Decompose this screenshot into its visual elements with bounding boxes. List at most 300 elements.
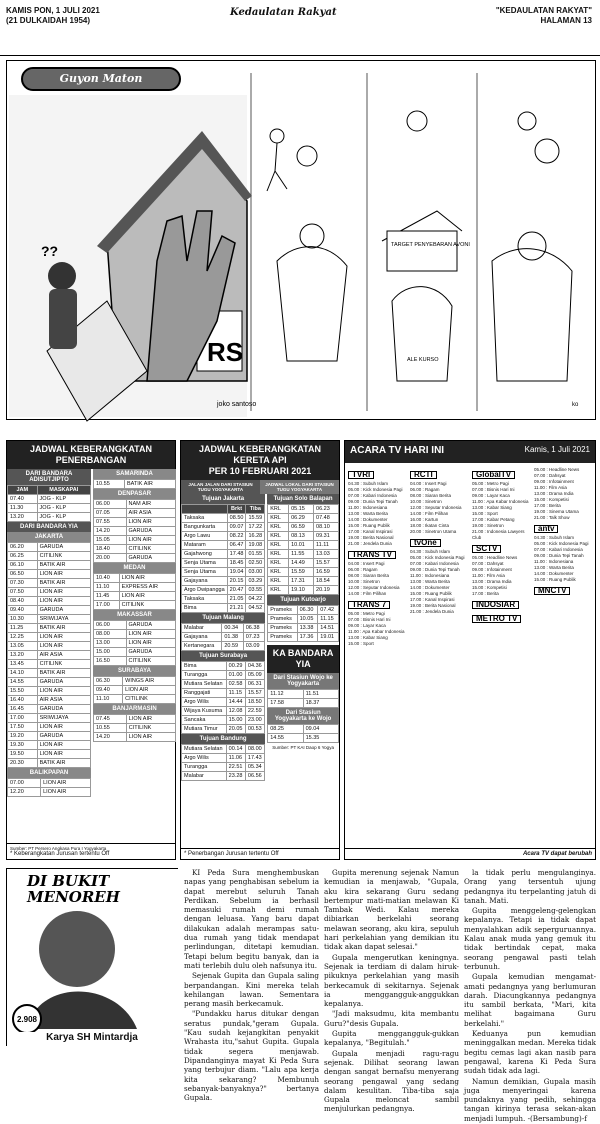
table-cell: KRL [268,559,289,568]
tv-program: 15.00 : Kompetisi [534,497,569,502]
tv-col-4 [534,467,594,597]
tv-header [345,441,595,463]
flight-table-banjarmasin [93,714,176,742]
table-cell: 18.37 [303,699,338,708]
masthead-date-block [6,6,100,26]
flight-dest-jakarta: JAKARTA [7,532,91,542]
train-row [182,559,265,568]
tv-program: 07.00 : Dahsyat [534,473,566,478]
train-row [268,734,339,743]
table-cell: 11.10 [94,695,123,704]
table-cell: KRL [268,577,289,586]
table-cell: Prameks [268,633,297,642]
table-cell: Bima [182,662,227,671]
train-title: JADWAL KEBERANGKATAN KERETA API [198,444,321,465]
tv-program: 04.30 : Subuh Islam [410,549,451,554]
train-table-kutoarjo [267,605,339,642]
table-cell: NAM AIR [126,500,175,509]
train-section-yia: KA BANDARA YIA [267,645,339,673]
table-cell: 11.11 [314,541,339,550]
flight-row [8,723,91,732]
table-cell: 05.09 [245,671,264,680]
table-cell: Gajahwong [182,550,228,559]
story-paragraph: Sejenak Gupita dan Gupala saling berpandangan. Kini mereka telah kehilangan lawan. Sementara perang masih berkecamuk. [184,971,319,1009]
table-cell: GARUDA [126,527,175,536]
table-cell: 03.00 [246,568,265,577]
table-cell: Malabar [182,772,227,781]
table-cell: 07.40 [8,495,38,504]
table-cell: GARUDA [37,543,90,552]
tv-program: 13.00 : Drama India [534,491,574,496]
tv-program: 07.00 : Bisnis Hari Ini [348,617,391,622]
strip-panel-1 [267,129,347,361]
table-cell: 11.45 [94,592,120,601]
tv-program: 18.00 : Ikatan Cinta [410,523,450,528]
flight-row [8,552,91,561]
flight-row [94,686,176,695]
flight-row [8,624,91,633]
strip-note-text: ALE KURSO [407,357,439,363]
tv-program: 04.30 : Subuh Islam [534,535,575,540]
train-row [182,624,265,633]
table-cell: 03.09 [243,642,264,651]
tv-col-3 [472,467,532,625]
table-cell: 05.15 [289,505,314,514]
flight-row [8,741,91,750]
table-cell: LION AIR [41,788,91,797]
table-cell: 15.50 [8,687,38,696]
train-row [268,532,339,541]
flight-dest-samarinda: SAMARINDA [93,469,176,479]
tv-program: 15.00 : Ruang Publik [348,523,390,528]
train-row [268,550,339,559]
tv-program: 15.00 : Ruang Publik [410,591,452,596]
table-cell: 19.30 [8,741,38,750]
table-cell: CITILINK [126,724,175,733]
table-cell: 17.22 [246,523,265,532]
train-row [182,568,265,577]
flight-row [8,579,91,588]
table-cell: 23.00 [245,716,264,725]
table-cell: 12.20 [8,788,41,797]
train-row [182,716,265,725]
table-cell: 17.31 [289,577,314,586]
flight-footnote [7,843,175,859]
tv-program: 15.00 : Ruang Publik [534,577,576,582]
table-cell: 16.40 [8,696,38,705]
train-yia-source: Sumber: PT KAI Daop 6 Yogya [272,745,334,750]
tv-col-1 [348,467,408,647]
table-cell: GARUDA [37,678,90,687]
masthead-date: KAMIS PON, 1 JULI 2021 [6,6,100,15]
table-cell: 06.00 [94,500,127,509]
table-cell: BATIK AIR [37,561,90,570]
table-cell: Malabar [182,624,222,633]
table-cell: Taksaka [182,514,228,523]
table-cell: 09.40 [94,686,123,695]
tv-program: 14.00 : Dokumenter [534,571,574,576]
table-cell: 03.55 [246,586,265,595]
train-schedule-header [181,441,339,480]
table-cell: 20.47 [227,586,246,595]
strip-panel-2 [382,111,470,381]
train-row [268,523,339,532]
tv-program: 06.00 : Ragam [410,487,440,492]
table-cell: 19.20 [8,732,38,741]
story-paragraph: KI Peda Sura menghembuskan napas yang penghabisan sebelum ia dapat merebut seluruh Tanah Perdikan. Sebelum ia berhasil memasuki rumah demi rumah dengan leluasa. Yang baru dapat dilakukan adalah merampas satu-dua rumah yang tidak mendapat perlindungan, ditetapi kemudian. Tetapi belum begitu banyak, dan ia mati terlebih dulu oleh nafsunya itu. [184,868,319,970]
train-row [182,532,265,541]
table-cell: Wijaya Kusuma [182,707,227,716]
train-row [268,725,339,734]
flight-row [8,504,91,513]
train-row [182,671,265,680]
train-row [268,559,339,568]
flight-table-adisutjipto [7,485,91,522]
table-cell: 06.23 [314,505,339,514]
tv-program: 13.00 : Warta Berita [348,511,388,516]
flight-row [94,648,176,657]
train-table-yia-b [267,724,339,743]
table-cell: GARUDA [126,648,175,657]
story-paragraph: Gupala mengerutkan keningnya. Sejenak ia terdiam di dalam hiruk-pikuknya perkelahian yang masih berkecamuk di sekitarnya. Sejenak ia menggangguk-anggukkan kepalanya. [324,952,459,1009]
tv-program: 09.00 : Infotainment [472,567,512,572]
channel-tvri: TVRI [348,471,374,479]
table-cell: 09.04 [303,725,338,734]
table-cell: 13.00 [94,639,127,648]
tv-program: 14.00 : Dokumenter [348,517,388,522]
table-cell: 17.36 [297,633,318,642]
table-cell: SRIWIJAYA [37,615,90,624]
table-cell: 11.15 [318,615,339,624]
table-cell: Argo Lawu [182,532,228,541]
table-cell: Argo Wilis [182,754,227,763]
flight-row [8,669,91,678]
flight-row [94,592,176,601]
table-cell: Gajayana [182,633,222,642]
tv-program: 11.00 : Film Asia [472,573,505,578]
tv-program: 13.00 : Kabar Siang [472,505,512,510]
table-cell: LION AIR [119,574,175,583]
table-cell: 19.10 [289,586,314,595]
table-cell: 10.30 [8,615,38,624]
table-cell: 01.00 [226,671,245,680]
flight-table-medan [93,573,176,610]
flight-row [94,630,176,639]
table-cell: KRL [268,550,289,559]
tv-program: 04.30 : Subuh Islam [348,481,389,486]
channel-mnctv: MNCTV [534,587,570,595]
channel-metrotv: METRO TV [472,615,521,623]
tv-program: 13.00 : Drama India [472,579,512,584]
table-cell: GARUDA [37,732,90,741]
table-cell: 06.31 [245,680,264,689]
table-cell: Turangga [182,763,227,772]
tv-program: 14.00 : Film Pilihan [410,511,449,516]
flight-row [94,536,176,545]
flight-row [8,597,91,606]
tv-program: 07.00 : Bisnis Hari Ini [472,487,515,492]
flight-footnote-text: * Keberangkatan Jurusan tertentu Off [10,851,110,857]
tv-program: 19.00 : Sinema Utama [534,509,579,514]
table-cell: LION AIR [126,639,175,648]
tv-schedule-box [344,440,596,860]
table-cell: LION AIR [37,723,90,732]
table-cell: 07.05 [94,509,127,518]
table-cell: Turangga [182,671,227,680]
train-footnote: * Penerbangan Jurusan tertentu Off [181,848,339,859]
table-cell: KRL [268,568,289,577]
tv-program: 04.00 : Insert Pagi [348,561,385,566]
table-cell: 06.29 [289,514,314,523]
table-cell: 15.59 [289,568,314,577]
table-cell: CITILINK [126,545,175,554]
table-cell: 16.50 [94,657,127,666]
table-cell: 20.59 [222,642,243,651]
table-cell: Mutiara Selatan [182,745,227,754]
table-cell: LION AIR [126,518,175,527]
table-cell: KRL [268,523,289,532]
flight-schedule-header [7,441,175,469]
flight-row [94,583,176,592]
table-cell: 05.34 [245,763,264,772]
table-cell: 08.10 [314,523,339,532]
train-station-b: JADWAL LOKAL DARI STASIUN TUGU YOGYAKARTA [260,480,339,494]
table-cell: 17.43 [245,754,264,763]
flight-col-1 [7,469,91,797]
masthead-hijri: (21 DULKAIDAH 1954) [6,16,91,25]
flight-row [94,733,176,742]
table-cell: Prameks [268,624,297,633]
train-row [268,586,339,595]
tv-program: 05.00 : Kick Indonesia Pagi [410,555,465,560]
table-cell: CITILINK [37,552,90,561]
flight-dest-denpasar: DENPASAR [93,489,176,499]
tv-program: 12.00 : Seputar Indonesia [410,505,462,510]
flight-row [94,518,176,527]
flight-row [94,639,176,648]
flight-row [8,588,91,597]
table-cell: BATIK AIR [37,579,90,588]
table-cell: Senja Utama [182,559,228,568]
table-cell: 08.00 [94,630,127,639]
train-subtitle: PER 10 FEBRUARI 2021 [208,466,312,476]
artist-credit: joko santoso [217,401,257,408]
table-cell: 09.07 [227,523,246,532]
table-cell: JOG - KLP [37,504,90,513]
story-paragraph: "Pundakku harus ditukar dengan seratus pundak,"geram Gupala. "Kau sudah kejangkitan penyakit Wrahasta itu,"sahut Gupita. Gupala tidak segera menjawab. Dipandanginya mayat Ki Peda Sura yang terbujur diam. "Lalu apa kerja kita sekarang? Membunuh sebanyak-banyaknya?" bertanya Gupala. [184,1009,319,1103]
patient-head [48,262,76,290]
train-solo-block [267,494,339,781]
tv-program: 13.00 : Kabar Siang [348,635,388,640]
table-cell: Mataram [182,541,228,550]
table-cell: GARUDA [37,606,90,615]
table-cell: Mutiara Timur [182,725,227,734]
tv-program: 09.00 : Dunia Tepi Tanah [410,567,460,572]
table-cell: LION AIR [126,536,175,545]
tv-program: 09.00 : Dunia Tepi Tanah [534,553,584,558]
tv-program: 05.00 : Kick Indonesia Pagi [534,541,589,546]
table-cell: 14.20 [94,733,127,742]
flight-row [94,601,176,610]
table-cell: 19.50 [8,750,38,759]
table-cell: 07.00 [8,779,41,788]
flight-row [94,500,176,509]
table-cell: Argo Dwipangga [182,586,228,595]
tv-program: 11.00 : Indonesiana [348,505,388,510]
train-table-malang [181,623,265,651]
train-row [268,699,339,708]
table-cell: GARUDA [37,705,90,714]
train-section-bandung: Tujuan Bandung [181,734,265,744]
tv-program: 05.00 : Kick Indonesia Pagi [348,487,403,492]
table-cell: 12.25 [8,633,38,642]
tv-program: 11.00 : Film Asia [534,485,567,490]
table-cell: Sancaka [182,716,227,725]
strip-artist: ko [572,402,579,408]
masthead-page: HALAMAN 13 [540,16,592,25]
table-cell: 07.45 [94,715,127,724]
train-table-surabaya [181,661,265,734]
question-marks: ?? [41,243,59,259]
train-row [182,633,265,642]
table-cell: GARUDA [126,554,175,563]
table-cell: 00.53 [245,725,264,734]
flight-row [8,705,91,714]
table-cell: 15.35 [303,734,338,743]
table-cell: 23.28 [226,772,245,781]
table-cell: 10.55 [94,480,125,489]
table-cell: 14.20 [94,527,127,536]
masthead [0,0,600,56]
strip-panel-3 [492,112,579,408]
table-cell: 17.00 [8,714,38,723]
cover-author: Karya SH Mintardja [7,1032,177,1043]
story-paragraph: la tidak perlu mengulanginya. Orang yang tersentuh ujung pedangnya itu terpelanting jatuh di tanah. Mati. [464,868,596,905]
table-cell: 08.22 [227,532,246,541]
flight-row [8,561,91,570]
flight-title-1: JADWAL KEBERANGKATAN [29,444,152,454]
train-yia-a: Dari Stasiun Wojo ke Yogyakarta [267,673,339,689]
train-row [182,550,265,559]
table-cell: 08.40 [8,597,38,606]
train-row [182,541,265,550]
table-cell: 20.15 [227,577,246,586]
table-cell: Gajayana [182,577,228,586]
flight-dest-makassar: MAKASSAR [93,610,176,620]
table-cell: 15.57 [245,689,264,698]
tv-title: ACARA TV HARI INI [350,445,445,456]
story-paragraph: Namun demikian, Gupala masih juga menyeringai karena pundaknya yang pedih, sehingga tangan kirinya terasa sekan-akan menjadi lumpuh. -(Bersambung)-f [464,1076,596,1123]
table-cell: 18.45 [227,559,246,568]
masthead-right-block [496,6,592,26]
tv-program: 15.00 : Sport [472,511,498,516]
table-cell: 06.20 [8,543,38,552]
table-cell: Argo Wilis [182,698,227,707]
table-cell: KRL [268,505,289,514]
table-cell: 11.55 [289,550,314,559]
table-cell: 13.20 [8,513,38,522]
flight-row [94,527,176,536]
flight-row [8,788,91,797]
train-jakarta-block [181,494,265,781]
tv-program: 11.00 : Indonesiana [410,573,450,578]
flight-row [94,695,176,704]
flight-table-denpasar [93,499,176,563]
table-cell: 06.50 [8,570,38,579]
table-cell: 13.20 [8,651,38,660]
flight-origin-2: DARI BANDARA YIA [7,522,91,532]
table-cell: 11.15 [226,689,245,698]
tv-program: 17.00 : Kabar Petang [472,517,515,522]
serial-story [6,868,596,1123]
table-cell: 03.29 [246,577,265,586]
table-cell: 11.30 [8,504,38,513]
patient-body [49,289,77,349]
table-cell: EXPRESS AIR [119,583,175,592]
train-section-solo: Tujuan Solo Balapan [267,494,339,504]
train-row [182,698,265,707]
table-cell: BATIK AIR [37,624,90,633]
flight-table-balikpapan [7,778,91,797]
story-paragraph: Gupita menggeleng-gelengkan kepalanya. Tetapi ia tidak dapat menyalahkan adik seperguruannya. Kalau anak muda yang gemuk itu tidak bertindak cepat, maka seorang pengawal pasti telah terbunuh. [464,906,596,971]
table-cell: 00.29 [226,662,245,671]
tv-program: 19.00 : Berita Nasional [410,603,456,608]
table-cell: 14.10 [8,669,38,678]
table-cell: 06.30 [94,677,123,686]
channel-indosiar: INDOSIAR [472,601,519,609]
table-cell: LION AIR [37,741,90,750]
channel-trans7: TRANS 7 [348,601,390,609]
tv-program: 21.00 : Indonesia Lawyers Club [472,529,525,540]
story-column-2 [324,868,459,1115]
table-cell: 06.38 [243,624,264,633]
tv-program: 19.00 : Berita Nasional [348,535,394,540]
train-row [182,642,265,651]
story-paragraph: Gupala kemudian mengamat-amati pedangnya yang berlumuran darah. Diacungkannya pedangnya itu sambil berkata, "Mari, kita melihat bagaimana Guru berkelahi." [464,972,596,1028]
flight-table-samarinda [93,479,176,489]
train-row [182,662,265,671]
train-row [182,577,265,586]
tv-program: 14.00 : Dokumenter [410,585,450,590]
table-cell: AIR ASIA [37,651,90,660]
flight-table-makassar [93,620,176,666]
comic-strip [6,60,596,420]
table-cell: 06.25 [8,552,38,561]
train-section-surabaya: Tujuan Surabaya [181,651,265,661]
comic-series-banner: Guyon Maton [21,67,181,91]
tv-col-2 [410,467,470,615]
table-cell: KRL [268,532,289,541]
flight-row [94,554,176,563]
table-cell: WINGS AIR [123,677,176,686]
tv-program: 21.00 : Jendela Dunia [348,541,392,546]
table-cell: 16.28 [246,532,265,541]
train-row [268,541,339,550]
train-row [268,606,339,615]
tv-program: 07.00 : Kabari Indonesia [348,493,397,498]
table-cell: 06.47 [227,541,246,550]
tv-program: 15.00 : Kompetisi [472,585,507,590]
tv-program: 09.00 : Infotainment [534,479,574,484]
train-section-kutoarjo: Tujuan Kutoarjo [267,595,339,605]
table-cell: 14.49 [289,559,314,568]
train-row [182,725,265,734]
tv-program: 21.00 : Talk Show [534,515,570,520]
table-cell: Mutiara Selatan [182,680,227,689]
table-cell: 00.34 [222,624,243,633]
flight-table-surabaya [93,676,176,704]
flight-row [8,759,91,768]
